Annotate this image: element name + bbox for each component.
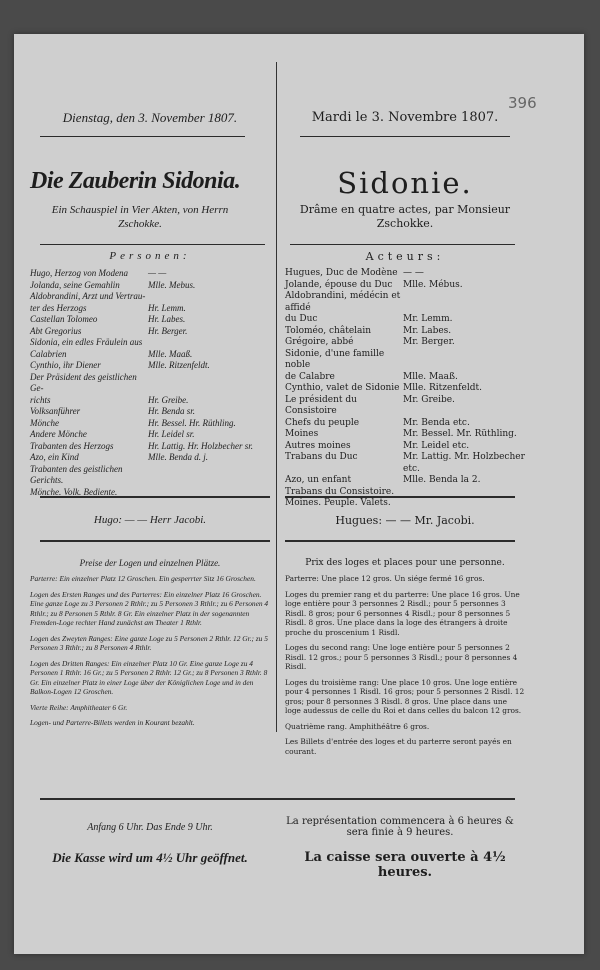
cast-actor xyxy=(148,291,270,303)
cast-actor: Mr. Lattig. Mr. Holzbecher etc. xyxy=(403,452,525,474)
left-rule-hugo-bottom xyxy=(40,540,270,542)
cast-row xyxy=(285,280,525,292)
cast-actor: Mlle. Ritzenfeldt. xyxy=(148,360,210,370)
right-hugo-line: Hugues: — — Mr. Jacobi. xyxy=(335,514,475,527)
cast-role: Autres moines xyxy=(285,440,351,451)
cast-role: ter des Herzogs xyxy=(30,302,87,313)
right-date-rule xyxy=(300,136,510,137)
cast-role: Moines xyxy=(285,429,319,439)
right-rule-top xyxy=(290,244,515,245)
cast-row xyxy=(30,349,270,361)
cast-actor xyxy=(148,372,270,395)
cast-actor: Hr. Berger. xyxy=(148,325,188,336)
cast-role: Abt Gregorius xyxy=(30,325,82,336)
cast-row xyxy=(285,418,525,430)
right-date: Mardi le 3. Novembre 1807. xyxy=(311,110,499,125)
cast-row xyxy=(285,452,525,475)
cast-role: Jolande, épouse du Duc xyxy=(285,279,393,290)
cast-role: Trabanten des geistlichen Gerichts. xyxy=(30,463,123,485)
right-prices-title: Prix des loges et places pour une personne. xyxy=(305,558,505,568)
cast-role: Aldobrandini, médécin et affidé xyxy=(285,291,401,313)
cast-role: Andere Mönche xyxy=(30,429,87,439)
cast-actor: Mlle. Mébus. xyxy=(403,279,463,290)
right-rule-hugo-top xyxy=(285,496,515,498)
cast-row xyxy=(285,395,525,418)
cast-actor: Mlle. Mebus. xyxy=(148,279,196,290)
left-start-time: Anfang 6 Uhr. Das Ende 9 Uhr. xyxy=(87,822,213,833)
cast-actor: Hr. Labes. xyxy=(148,314,186,324)
cast-actor: Hr. Bessel. Hr. Rüthling. xyxy=(148,417,236,428)
left-date: Dienstag, den 3. November 1807. xyxy=(62,110,238,125)
cast-row xyxy=(285,268,525,280)
cast-role: Moines. Peuple. Valets. xyxy=(285,498,391,508)
cast-actor: Mr. Labes. xyxy=(403,325,452,336)
cast-role: Azo, ein Kind xyxy=(30,452,79,462)
cast-role: Sidonie, d'une famille noble xyxy=(285,348,385,370)
left-hugo-line: Hugo: — — Herr Jacobi. xyxy=(93,514,207,526)
price-entry: Logen des Ersten Ranges und des Parterres: Ein einzelner Platz 16 Groschen. Eine ganze Loge zu 3 Personen 2 Rthlr.; zu 5 Personen 3 Rthlr.; zu 6 Personen 4 Rthlr.; zu 8 Personen 5 Rthlr. 8 Gr. Ein einzelner Platz in der sogenannten Fremden-Loge rechter Hand zunächst am Theater 1 Rthlr. xyxy=(30,589,269,627)
right-prices xyxy=(285,574,525,762)
right-cast-header: Acteurs: xyxy=(365,250,445,263)
cast-actor: Mlle. Maaß. xyxy=(148,348,193,359)
cast-actor: Mlle. Maaß. xyxy=(403,371,458,382)
price-entry: Loges du troisième rang: Une place 10 gros. Une loge entière pour 4 personnes 1 Risdl. 16 gros; pour 5 personnes 2 Risdl. 12 gros; pour 8 personnes 3 Risdl. 8 gros. Une place dans une loge audessus de celle du Roi et dans celles du balcon 12 gros. xyxy=(285,677,525,715)
cast-actor: Mr. Leidel etc. xyxy=(403,440,470,451)
cast-row xyxy=(30,314,270,326)
cast-role: Volksanführer xyxy=(30,406,81,416)
cast-row xyxy=(30,429,270,441)
cast-row xyxy=(285,372,525,384)
cast-role: Le président du Consistoire xyxy=(285,394,357,416)
cast-role: Toloméo, châtelain xyxy=(285,325,372,336)
right-rule-hugo-bottom xyxy=(285,540,515,542)
cast-row xyxy=(30,452,270,464)
cast-actor: Hr. Benda sr. xyxy=(148,406,196,416)
price-entry: Parterre: Une place 12 gros. Un siége fermé 16 gros. xyxy=(285,574,485,583)
cast-role: Der Präsident des geistlichen Ge- xyxy=(30,371,137,393)
cast-role: Azo, un enfant xyxy=(285,475,352,485)
left-prices-title: Preise der Logen und einzelnen Plätze. xyxy=(79,558,221,568)
cast-row xyxy=(30,291,270,303)
cast-row xyxy=(30,303,270,315)
cast-role: Cynthio, valet de Sidonie xyxy=(285,383,400,393)
left-date-rule xyxy=(40,136,245,137)
cast-actor: Mlle. Benda d. j. xyxy=(148,452,208,462)
cast-row xyxy=(30,360,270,372)
left-play-title: Die Zauberin Sidonia. xyxy=(30,168,241,194)
cast-row xyxy=(30,326,270,338)
cast-row xyxy=(285,498,525,510)
cast-actor xyxy=(403,498,525,510)
cast-row xyxy=(30,418,270,430)
cast-row xyxy=(285,326,525,338)
cast-row xyxy=(30,406,270,418)
right-play-title: Sidonie. xyxy=(337,166,473,200)
cast-row xyxy=(30,280,270,292)
price-entry: Logen des Dritten Ranges: Ein einzelner Platz 10 Gr. Eine ganze Loge zu 4 Personen 1 Rthlr. 16 Gr.; zu 5 Personen 2 Rthlr. 12 Gr.; zu 8 Personen 3 Rthlr. 8 Gr. Ein einzelner Platz in einer Loge über der Königlichen Loge und in den Balkon-Logen 12 Groschen. xyxy=(30,658,268,696)
left-prices xyxy=(30,574,270,734)
cast-role: Aldobrandini, Arzt und Vertrau- xyxy=(30,291,146,301)
cast-actor xyxy=(403,349,525,372)
cast-role: Grégoire, abbé xyxy=(285,337,354,347)
cast-row xyxy=(285,383,525,395)
cast-role: Trabanten des Herzogs xyxy=(30,440,114,451)
cast-actor xyxy=(148,337,270,349)
cast-row xyxy=(285,429,525,441)
cast-actor: Mlle. Benda la 2. xyxy=(403,475,481,485)
right-box-office: La caisse sera ouverte à 4½ heures. xyxy=(304,850,506,880)
price-entry: Logen des Zweyten Ranges: Eine ganze Loge zu 5 Personen 2 Rthlr. 12 Gr.; zu 5 Personen 3 Rthlr.; zu 8 Personen 4 Rthlr. xyxy=(30,633,268,652)
left-cast-list xyxy=(30,268,270,498)
left-rule-hugo-top xyxy=(40,496,270,498)
cast-row xyxy=(30,337,270,349)
cast-role: Cynthio, ihr Diener xyxy=(30,360,101,370)
cast-role: Jolanda, seine Gemahlin xyxy=(30,279,120,290)
cast-row xyxy=(285,475,525,487)
cast-row xyxy=(285,337,525,349)
cast-actor: Hr. Leidel sr. xyxy=(148,429,195,439)
left-box-office: Die Kasse wird um 4½ Uhr geöffnet. xyxy=(52,850,248,865)
cast-role: Hugues, Duc de Modène xyxy=(285,268,398,278)
cast-row xyxy=(285,349,525,372)
price-entry: Les Billets d'entrée des loges et du parterre seront payés en courant. xyxy=(285,737,512,756)
right-start-time: La représentation commencera à 6 heures & sera finie à 9 heures. xyxy=(286,816,514,838)
cast-role: Mönche. Volk. Bediente. xyxy=(30,486,118,497)
price-entry: Vierte Reihe: Amphitheater 6 Gr. xyxy=(30,702,128,712)
cast-actor: — — xyxy=(403,268,424,278)
column-divider xyxy=(276,62,277,732)
price-entry: Quatrième rang. Amphithéâtre 6 gros. xyxy=(285,721,430,731)
left-cast-table xyxy=(30,268,270,498)
cast-actor: Mr. Benda etc. xyxy=(403,417,470,428)
cast-row xyxy=(30,441,270,453)
right-subtitle: Drâme en quatre actes, par Monsieur Zschokke. xyxy=(299,203,511,230)
cast-actor: Hr. Lattig. Hr. Holzbecher sr. xyxy=(148,440,254,451)
cast-role: Hugo, Herzog von Modena xyxy=(30,268,128,278)
cast-actor: Hr. Greibe. xyxy=(148,394,189,405)
cast-role: Castellan Tolomeo xyxy=(30,314,98,324)
cast-row xyxy=(30,372,270,395)
right-cast-list xyxy=(285,268,525,510)
price-entry: Parterre: Ein einzelner Platz 12 Groschen. Ein gesperrter Sitz 16 Groschen. xyxy=(30,574,256,583)
left-rule-top xyxy=(40,244,265,245)
cast-actor: Mr. Lemm. xyxy=(403,314,453,324)
cast-role: Mönche xyxy=(30,417,59,428)
cast-actor: Hr. Lemm. xyxy=(148,302,186,313)
cast-role: Calabrien xyxy=(30,348,67,359)
cast-role: Trabans du Consistoire. xyxy=(285,486,395,497)
cast-actor: Mr. Berger. xyxy=(403,337,455,347)
left-cast-header: Personen: xyxy=(109,250,191,262)
cast-role: richts xyxy=(30,394,51,405)
cast-row xyxy=(285,314,525,326)
cast-row xyxy=(285,291,525,314)
cast-role: Sidonia, ein edles Fräulein aus xyxy=(30,337,143,347)
cast-row xyxy=(30,395,270,407)
cast-actor xyxy=(403,291,525,314)
cast-row xyxy=(30,268,270,280)
cast-role: Chefs du peuple xyxy=(285,417,360,428)
cast-actor: Mr. Bessel. Mr. Rüthling. xyxy=(403,429,517,439)
cast-actor: Mr. Greibe. xyxy=(403,394,455,405)
right-cast-table xyxy=(285,268,525,510)
price-entry: Loges du premier rang et du parterre: Une place 16 gros. Une loge entière pour 3 personnes 2 Risdl.; pour 5 personnes 3 Risdl. 8 gros; pour 6 personnes 4 Risdl.; pour 8 personnes 5 Risdl. 8 gros. Une place dans la loge des étrangers à droite proche du proscenium 1 Risdl. xyxy=(285,589,520,637)
cast-actor: Mlle. Ritzenfeldt. xyxy=(403,383,482,393)
cast-actor: — — xyxy=(148,268,167,278)
left-subtitle: Ein Schauspiel in Vier Akten, von Herrn Zschokke. xyxy=(51,204,229,230)
cast-row xyxy=(30,464,270,487)
page-number: 396 xyxy=(508,94,537,112)
cast-row xyxy=(285,441,525,453)
rule-bottom xyxy=(40,798,515,800)
cast-role: Trabans du Duc xyxy=(285,452,358,462)
price-entry: Loges du second rang: Une loge entière pour 5 personnes 2 Risdl. 12 gros.; pour 5 personnes 3 Risdl.; pour 8 personnes 4 Risdl. xyxy=(285,643,518,671)
cast-role: de Calabre xyxy=(285,371,335,382)
cast-role: du Duc xyxy=(285,314,318,324)
cast-actor xyxy=(148,464,270,487)
price-entry: Logen- und Parterre-Billets werden in Kourant bezahlt. xyxy=(30,718,195,727)
